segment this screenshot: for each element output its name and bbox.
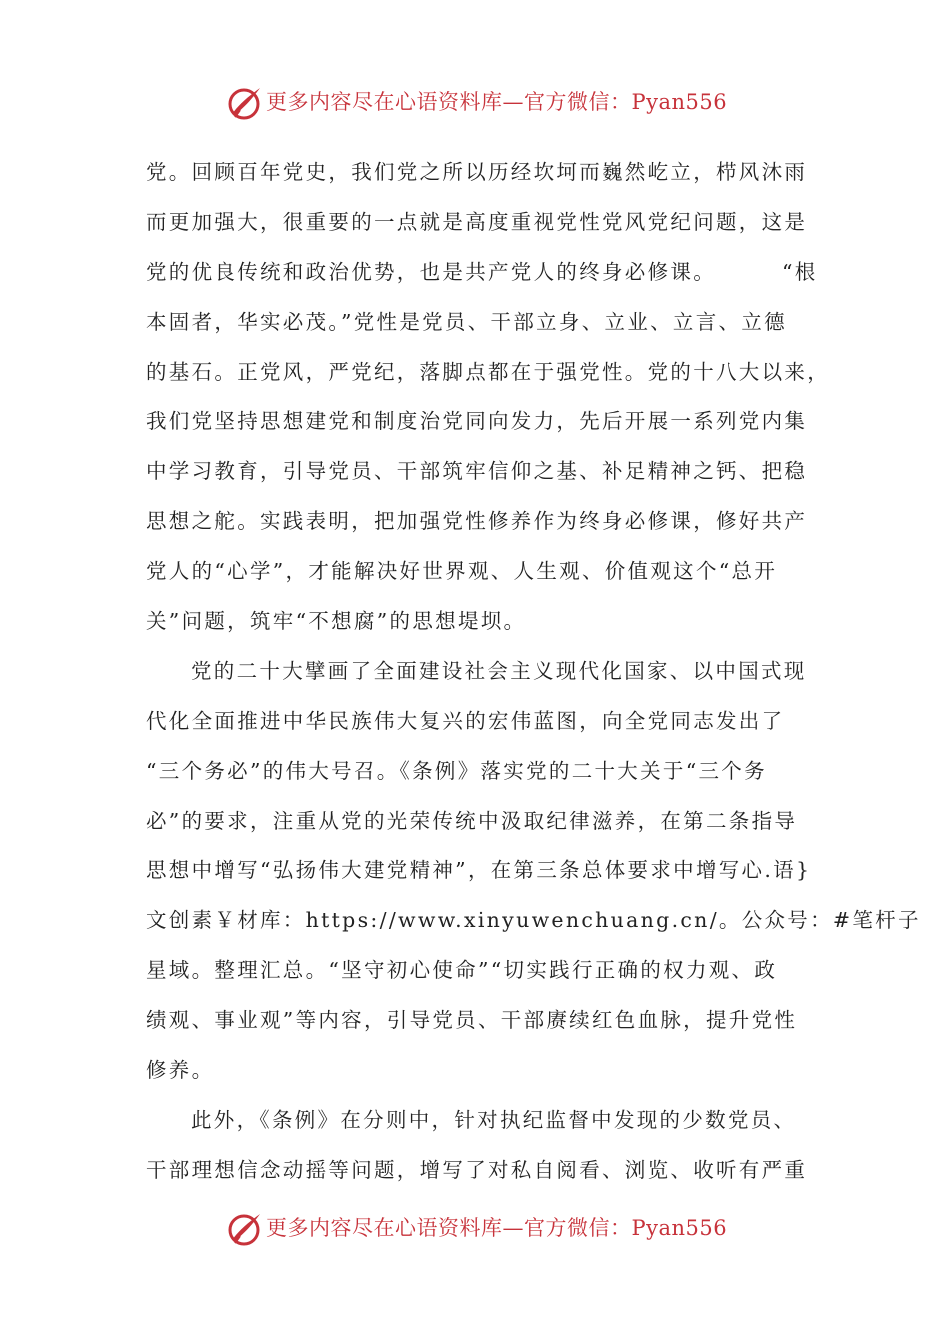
text-line: “三个务必”的伟大号召。《条例》落实党的二十大关于“三个务: [146, 758, 767, 783]
text-line: [146, 248, 818, 298]
text-line: 党人的“心学”，才能解决好世界观、人生观、价值观这个“总开: [146, 559, 778, 584]
text-segment: 党的优良传统和政治优势，也是共产党人的终身必修课。: [146, 259, 716, 284]
text-line: 中学习教育，引导党员、干部筑牢信仰之基、补足精神之钙、把稳: [146, 459, 808, 484]
quill-seal-icon: [226, 84, 264, 122]
text-line: 必”的要求，注重从党的光荣传统中汲取纪律滋养，在第二条指导: [146, 808, 798, 833]
watermark-text: 更多内容尽在心语资料库—官方微信：Pyan556: [266, 90, 728, 114]
quill-seal-icon: [226, 1210, 264, 1248]
text-line: 干部理想信念动摇等问题，增写了对私自阅看、浏览、收听有严重: [146, 1157, 808, 1182]
text-line: 代化全面推进中华民族伟大复兴的宏伟蓝图，向全党同志发出了: [146, 708, 785, 733]
text-line: 关”问题，筑牢“不想腐”的思想堤坝。: [146, 609, 527, 634]
footer-watermark: [0, 1207, 950, 1251]
text-line: 党。回顾百年党史，我们党之所以历经坎坷而巍然屹立，栉风沐雨: [146, 160, 808, 184]
text-line: 而更加强大，很重要的一点就是高度重视党性党风党纪问题，这是: [146, 209, 808, 234]
text-line: 的基石。正党风，严党纪，落脚点都在于强党性。党的十八大以来，: [146, 359, 830, 384]
document-body: [146, 148, 921, 1196]
text-line: 文创素￥材库：https://www.xinyuwenchuang.cn/。公众号：#笔杆子: [146, 908, 921, 933]
text-line: 修养。: [146, 1058, 215, 1083]
header-watermark: [0, 81, 950, 125]
text-line: 星域。整理汇总。“坚守初心使命”“切实践行正确的权力观、政: [146, 958, 778, 983]
text-line: 党的二十大擘画了全面建设社会主义现代化国家、以中国式现: [191, 658, 807, 683]
text-line: 思想之舵。实践表明，把加强党性修养作为终身必修课，修好共产: [146, 509, 808, 534]
text-line: 思想中增写“弘扬伟大建党精神”，在第三条总体要求中增写心.语}: [146, 858, 812, 883]
text-line: 此外，《条例》在分则中，针对执纪监督中发现的少数党员、: [191, 1107, 797, 1132]
watermark-text: 更多内容尽在心语资料库—官方微信：Pyan556: [266, 1216, 728, 1240]
text-line: 我们党坚持思想建党和制度治党同向发力，先后开展一系列党内集: [146, 409, 808, 434]
text-segment: “根: [782, 259, 818, 284]
text-line: 绩观、事业观”等内容，引导党员、干部赓续红色血脉，提升党性: [146, 1008, 798, 1033]
text-line: 本固者，华实必茂。”党性是党员、干部立身、立业、立言、立德: [146, 309, 787, 334]
